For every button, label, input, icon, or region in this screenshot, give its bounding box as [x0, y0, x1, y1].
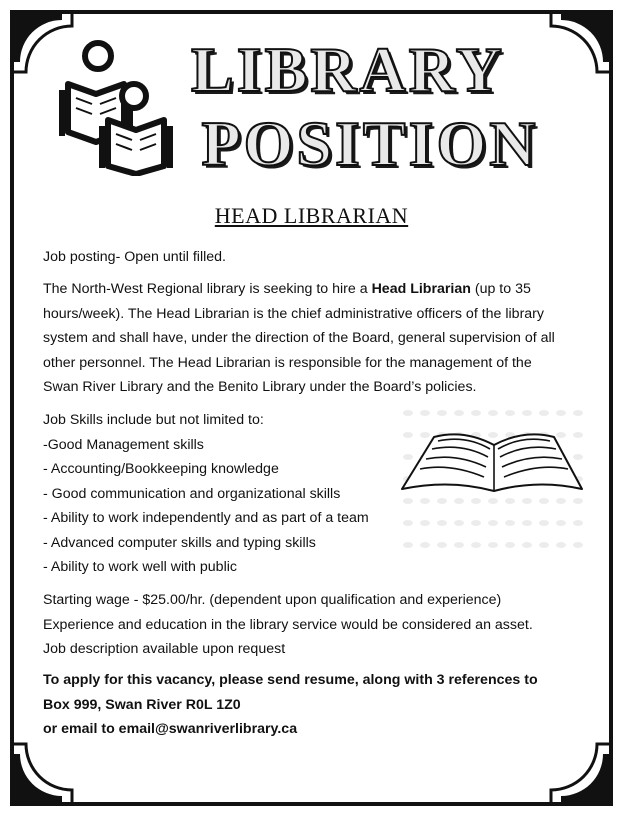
- description-role: Head Librarian: [371, 281, 471, 297]
- mailing-address: Box 999, Swan River R0L 1Z0: [43, 696, 241, 713]
- corner-ornament-bottom-left: [12, 754, 62, 804]
- skill-item: - Good communication and organizational skills: [43, 485, 341, 502]
- starting-wage: Starting wage - $25.00/hr. (dependent upon qualification and experience): [43, 592, 502, 608]
- email-contact: or email to email@swanriverlibrary.ca: [43, 721, 298, 737]
- skill-item: -Good Management skills: [43, 436, 204, 453]
- description-line-3: system and shall have, under the direction of the Board, general supervision of all: [43, 330, 555, 346]
- corner-ornament-bottom-right: [561, 754, 611, 804]
- description-line-1: [43, 277, 588, 302]
- skills-heading: Job Skills include but not limited to:: [43, 412, 264, 428]
- description-line-5: Swan River Library and the Benito Library under the Board’s policies.: [43, 379, 477, 395]
- skill-item: - Ability to work independently and as part of a team: [43, 510, 369, 526]
- skill-item: - Advanced computer skills and typing skills: [43, 534, 316, 551]
- job-skills-section: [43, 408, 588, 580]
- job-description-note: Job description available upon request: [43, 641, 286, 657]
- job-description-paragraph: [43, 277, 588, 400]
- people-reading-icon: [52, 36, 178, 176]
- description-line-4: other personnel. The Head Librarian is responsible for the management of the: [43, 354, 532, 371]
- description-intro: The North-West Regional library is seeking to hire a: [43, 281, 372, 297]
- description-line-2: hours/week). The Head Librarian is the chief administrative officers of the library: [43, 305, 545, 322]
- description-rest: (up to 35: [470, 281, 531, 297]
- subtitle-head-librarian: HEAD LIBRARIAN: [214, 203, 409, 228]
- skill-item: - Accounting/Bookkeeping knowledge: [43, 461, 279, 477]
- corner-ornament-top-right: [561, 12, 611, 62]
- experience-note: Experience and education in the library service would be considered an asset.: [43, 616, 533, 633]
- title-position: POSITION: [201, 108, 539, 179]
- application-instructions: [43, 668, 588, 742]
- apply-line-1: To apply for this vacancy, please send resume, along with 3 references to: [43, 672, 538, 688]
- title-library: LIBRARY: [191, 34, 505, 105]
- compensation-section: [43, 588, 588, 662]
- skill-item: - Ability to work well with public: [43, 559, 237, 575]
- posting-status: Job posting- Open until filled.: [43, 249, 226, 265]
